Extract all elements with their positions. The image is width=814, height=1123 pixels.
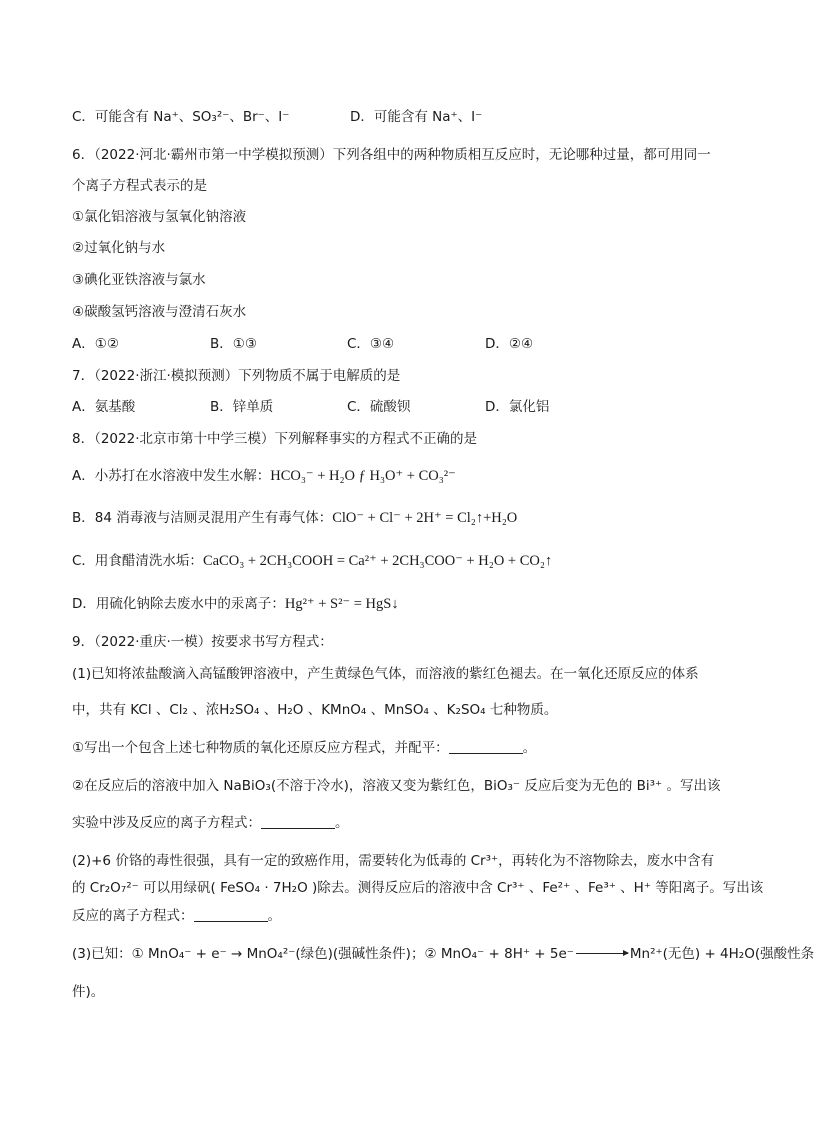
q9-part3-line1-a: (3)已知：① MnO₄⁻ + e⁻ → MnO₄²⁻(绿色)(强碱性条件)；② MnO₄⁻ + 8H⁺ + 5e⁻ <box>72 946 574 962</box>
q8-option-b <box>72 508 517 528</box>
q9-part2-line2: 的 Cr₂O₇²⁻ 可以用绿矾( FeSO₄ · 7H₂O )除去。测得反应后的溶液中含 Cr³⁺ 、Fe²⁺ 、Fe³⁺ 、H⁺ 等阳离子。写出该 <box>72 880 764 896</box>
answer-blank-3[interactable] <box>194 907 268 922</box>
q8-option-a <box>72 466 456 486</box>
q9-part1-line2: 中，共有 KCl 、Cl₂ 、浓H₂SO₄ 、H₂O 、KMnO₄ 、MnSO₄ 、K₂SO₄ 七种物质。 <box>72 702 558 718</box>
q9-part2-line1: (2)+6 价铬的毒性很强，具有一定的致癌作用，需要转化为低毒的 Cr³⁺，再转化为不溶物除去，废水中含有 <box>72 853 715 869</box>
q9-part2-line3 <box>72 906 281 926</box>
q9-part1-sub1-end: 。 <box>522 740 537 756</box>
q5-option-d: D．可能含有 Na⁺、I⁻ <box>350 109 483 125</box>
q6-option-c: C．③④ <box>347 336 395 352</box>
q8-option-a-text: A．小苏打在水溶液中发生水解： <box>72 468 271 484</box>
q9-part2-end: 。 <box>267 908 281 924</box>
q8-option-c-text: C．用食醋清洗水垢： <box>72 553 203 569</box>
q9-part3-line1 <box>72 944 814 964</box>
q8-option-d <box>72 594 399 614</box>
q8-option-d-equation: Hg²⁺ + S²⁻ = HgS↓ <box>284 596 399 612</box>
q8-stem: 8．（2022·北京市第十中学三模）下列解释事实的方程式不正确的是 <box>72 431 477 447</box>
answer-blank-2[interactable] <box>261 814 335 829</box>
q9-part2-line3-text: 反应的离子方程式： <box>72 908 194 924</box>
q8-option-a-equation: HCO₃⁻ + H₂O ƒ H₃O⁺ + CO₃²⁻ <box>270 468 456 484</box>
q8-option-c-equation: CaCO₃ + 2CH₃COOH = Ca²⁺ + 2CH₃COO⁻ + H₂O + CO₂↑ <box>202 553 553 569</box>
q7-option-d: D．氯化铝 <box>485 399 550 415</box>
q7-option-c: C．硫酸钡 <box>347 399 411 415</box>
q9-part1-line1: (1)已知将浓盐酸滴入高锰酸钾溶液中，产生黄绿色气体，而溶液的紫红色褪去。在一氧化还原反应的体系 <box>72 666 699 682</box>
q9-stem: 9．（2022·重庆·一模）按要求书写方程式： <box>72 634 333 650</box>
q8-option-d-text: D．用硫化钠除去废水中的汞离子： <box>72 596 285 612</box>
q9-part1-sub2-line1: ②在反应后的溶液中加入 NaBiO₃(不溶于冷水)，溶液又变为紫红色，BiO₃⁻ 反应后变为无色的 Bi³⁺ 。写出该 <box>72 778 721 794</box>
q7-option-b: B．锌单质 <box>210 399 274 415</box>
q6-option-b: B．①③ <box>210 336 257 352</box>
q6-stem-line2: 个离子方程式表示的是 <box>72 178 207 194</box>
q7-option-a: A．氨基酸 <box>72 399 136 415</box>
answer-blank-1[interactable] <box>449 739 523 754</box>
q9-part1-sub2-text: 实验中涉及反应的离子方程式： <box>72 815 261 831</box>
q8-option-b-equation: ClO⁻ + Cl⁻ + 2H⁺ = Cl₂↑+H₂O <box>332 510 518 526</box>
q5-option-c: C．可能含有 Na⁺、SO₃²⁻、Br⁻、I⁻ <box>72 109 290 125</box>
q9-part1-sub2-line2 <box>72 813 349 833</box>
q7-stem: 7．（2022·浙江·模拟预测）下列物质不属于电解质的是 <box>72 368 401 384</box>
q6-option-d: D．②④ <box>485 336 534 352</box>
q6-item-2: ②过氧化钠与水 <box>72 240 166 256</box>
q6-item-4: ④碳酸氢钙溶液与澄清石灰水 <box>72 304 247 320</box>
q9-part1-sub2-end: 。 <box>335 815 349 831</box>
q8-option-b-text: B．84 消毒液与洁厕灵混用产生有毒气体： <box>72 510 333 526</box>
q9-part3-line1-b: Mn²⁺(无色) + 4H₂O(强酸性条 <box>629 946 814 962</box>
q6-item-1: ①氯化铝溶液与氢氧化钠溶液 <box>72 209 247 225</box>
q9-part1-sub1-text: ①写出一个包含上述七种物质的氧化还原反应方程式，并配平： <box>72 740 449 756</box>
q6-item-3: ③碘化亚铁溶液与氯水 <box>72 272 206 288</box>
q8-option-c <box>72 551 552 571</box>
q9-part1-sub1 <box>72 738 536 758</box>
reaction-arrow <box>576 953 628 954</box>
q9-part3-line2: 件)。 <box>72 984 105 1000</box>
q6-option-a: A．①② <box>72 336 119 352</box>
q6-stem-line1: 6．（2022·河北·霸州市第一中学模拟预测）下列各组中的两种物质相互反应时，无论哪种过量，都可用同一 <box>72 147 711 163</box>
